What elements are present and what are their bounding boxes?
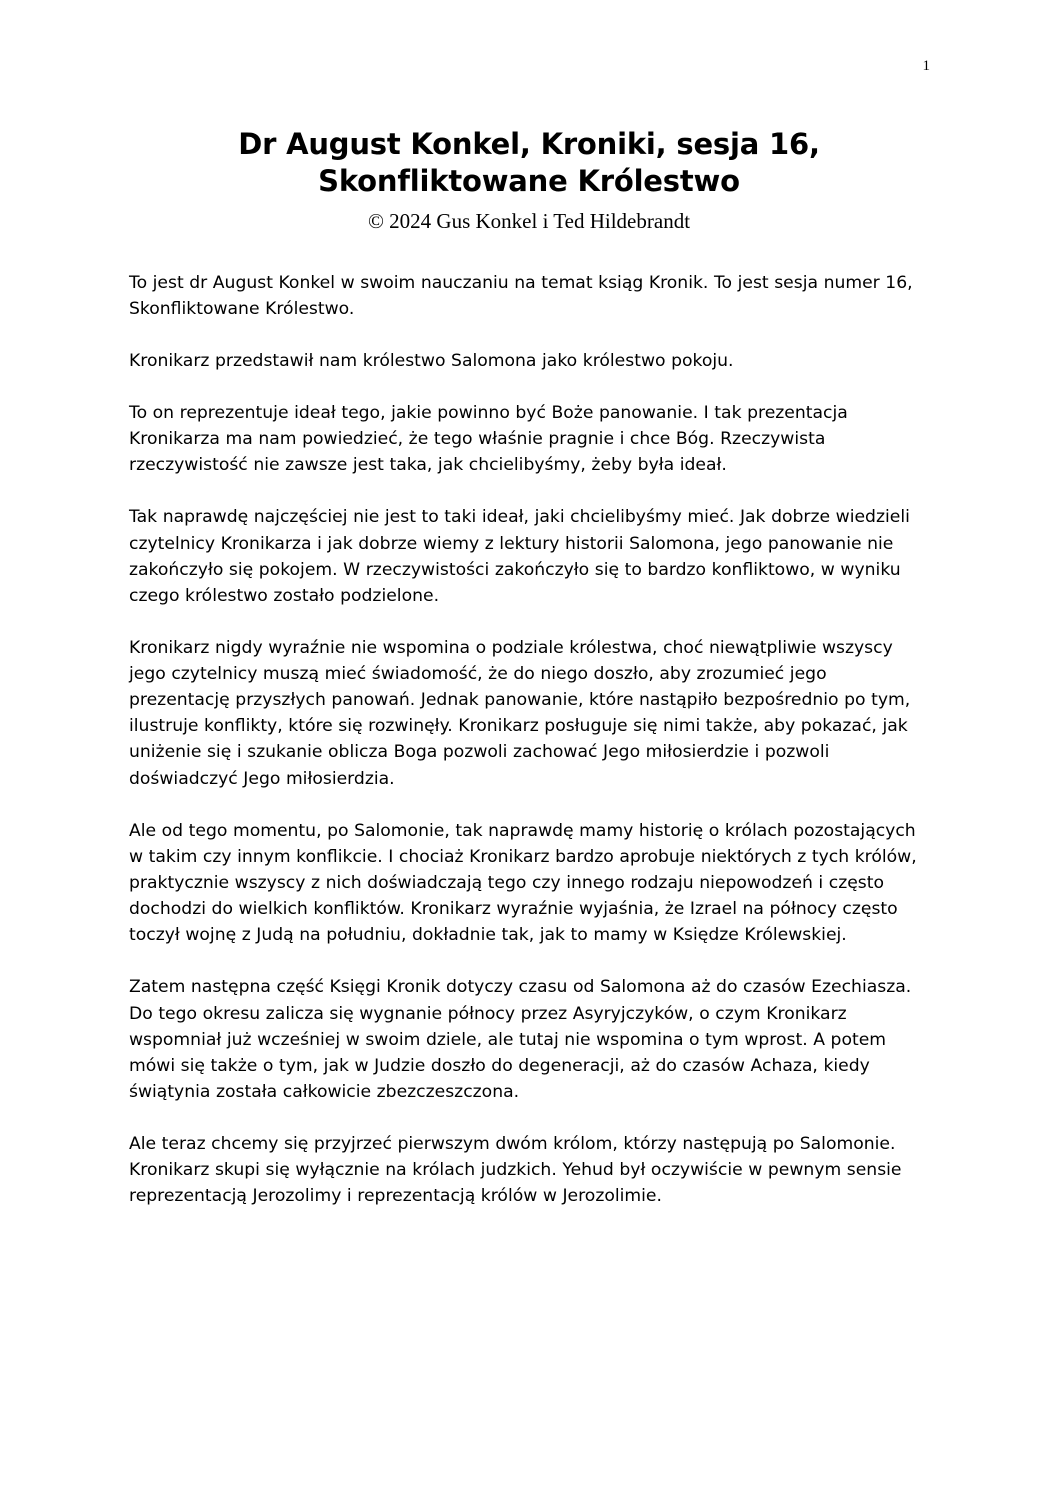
paragraph: Ale od tego momentu, po Salomonie, tak naprawdę mamy historię o królach pozostających w takim czy innym konflikcie. I chociaż Kronikarz bardzo aprobuje niektórych z tych królów, praktycznie wszyscy z nich doświadczają tego czy innego rodzaju niepowodzeń i często dochodzi do wielkich konfliktów. Kronikarz wyraźnie wyjaśnia, że Izrael na północy często toczył wojnę z Judą na południu, dokładnie tak, jak to mamy w Księdze Królewskiej. (129, 820, 917, 946)
paragraph: To jest dr August Konkel w swoim nauczaniu na temat ksiąg Kronik. To jest sesja numer 16, Skonfliktowane Królestwo. (129, 272, 913, 319)
page-title-line-1: Dr August Konkel, Kroniki, sesja 16, (238, 127, 820, 161)
paragraph: Ale teraz chcemy się przyjrzeć pierwszym dwóm królom, którzy następują po Salomonie. Kronikarz skupi się wyłącznie na królach judzkich. Yehud był oczywiście w pewnym sensie reprezentacją Jerozolimy i reprezentacją królów w Jerozolimie. (129, 1134, 902, 1207)
copyright-line: © 2024 Gus Konkel i Ted Hildebrandt (367, 209, 691, 234)
page-title-line-2: Skonfliktowane Królestwo (318, 164, 740, 199)
paragraph: Zatem następna część Księgi Kronik dotyczy czasu od Salomona aż do czasów Ezechiasza. Do tego okresu zalicza się wygnanie północy przez Asyryjczyków, o czym Kronikarz wspomniał już wcześniej w swoim dziele, ale tutaj nie wspomina o tym wprost. A potem mówi się także o tym, jak w Judzie doszło do degeneracji, aż do czasów Achaza, kiedy świątynia została całkowicie zbezczeszczona. (129, 977, 912, 1103)
paragraph: Kronikarz przedstawił nam królestwo Salomona jako królestwo pokoju. (129, 350, 734, 371)
paragraph: To on reprezentuje ideał tego, jakie powinno być Boże panowanie. I tak prezentacja Kronikarza ma nam powiedzieć, że tego właśnie pragnie i chce Bóg. Rzeczywista rzeczywistość nie zawsze jest taka, jak chcielibyśmy, żeby była ideał. (129, 402, 848, 476)
paragraph: Tak naprawdę najczęściej nie jest to taki ideał, jaki chcielibyśmy mieć. Jak dobrze wiedzieli czytelnicy Kronikarza i jak dobrze wiemy z lektury historii Salomona, jego panowanie nie zakończyło się pokojem. W rzeczywistości zakończyło się to bardzo konfliktowo, w wyniku czego królestwo zostało podzielone. (129, 507, 910, 606)
page-number: 1 (922, 58, 930, 74)
paragraph: Kronikarz nigdy wyraźnie nie wspomina o podziale królestwa, choć niewątpliwie wszyscy jego czytelnicy muszą mieć świadomość, że do niego doszło, aby zrozumieć jego prezentację przyszłych panowań. Jednak panowanie, które nastąpiło bezpośrednio po tym, ilustruje konflikty, które się rozwinęły. Kronikarz posługuje się nimi także, aby pokazać, jak uniżenie się i szukanie oblicza Boga pozwoli zachować Jego miłosierdzie i pozwoli doświadczyć Jego miłosierdzia. (129, 637, 911, 789)
page-title (92, 126, 966, 200)
document-body (92, 270, 966, 1210)
